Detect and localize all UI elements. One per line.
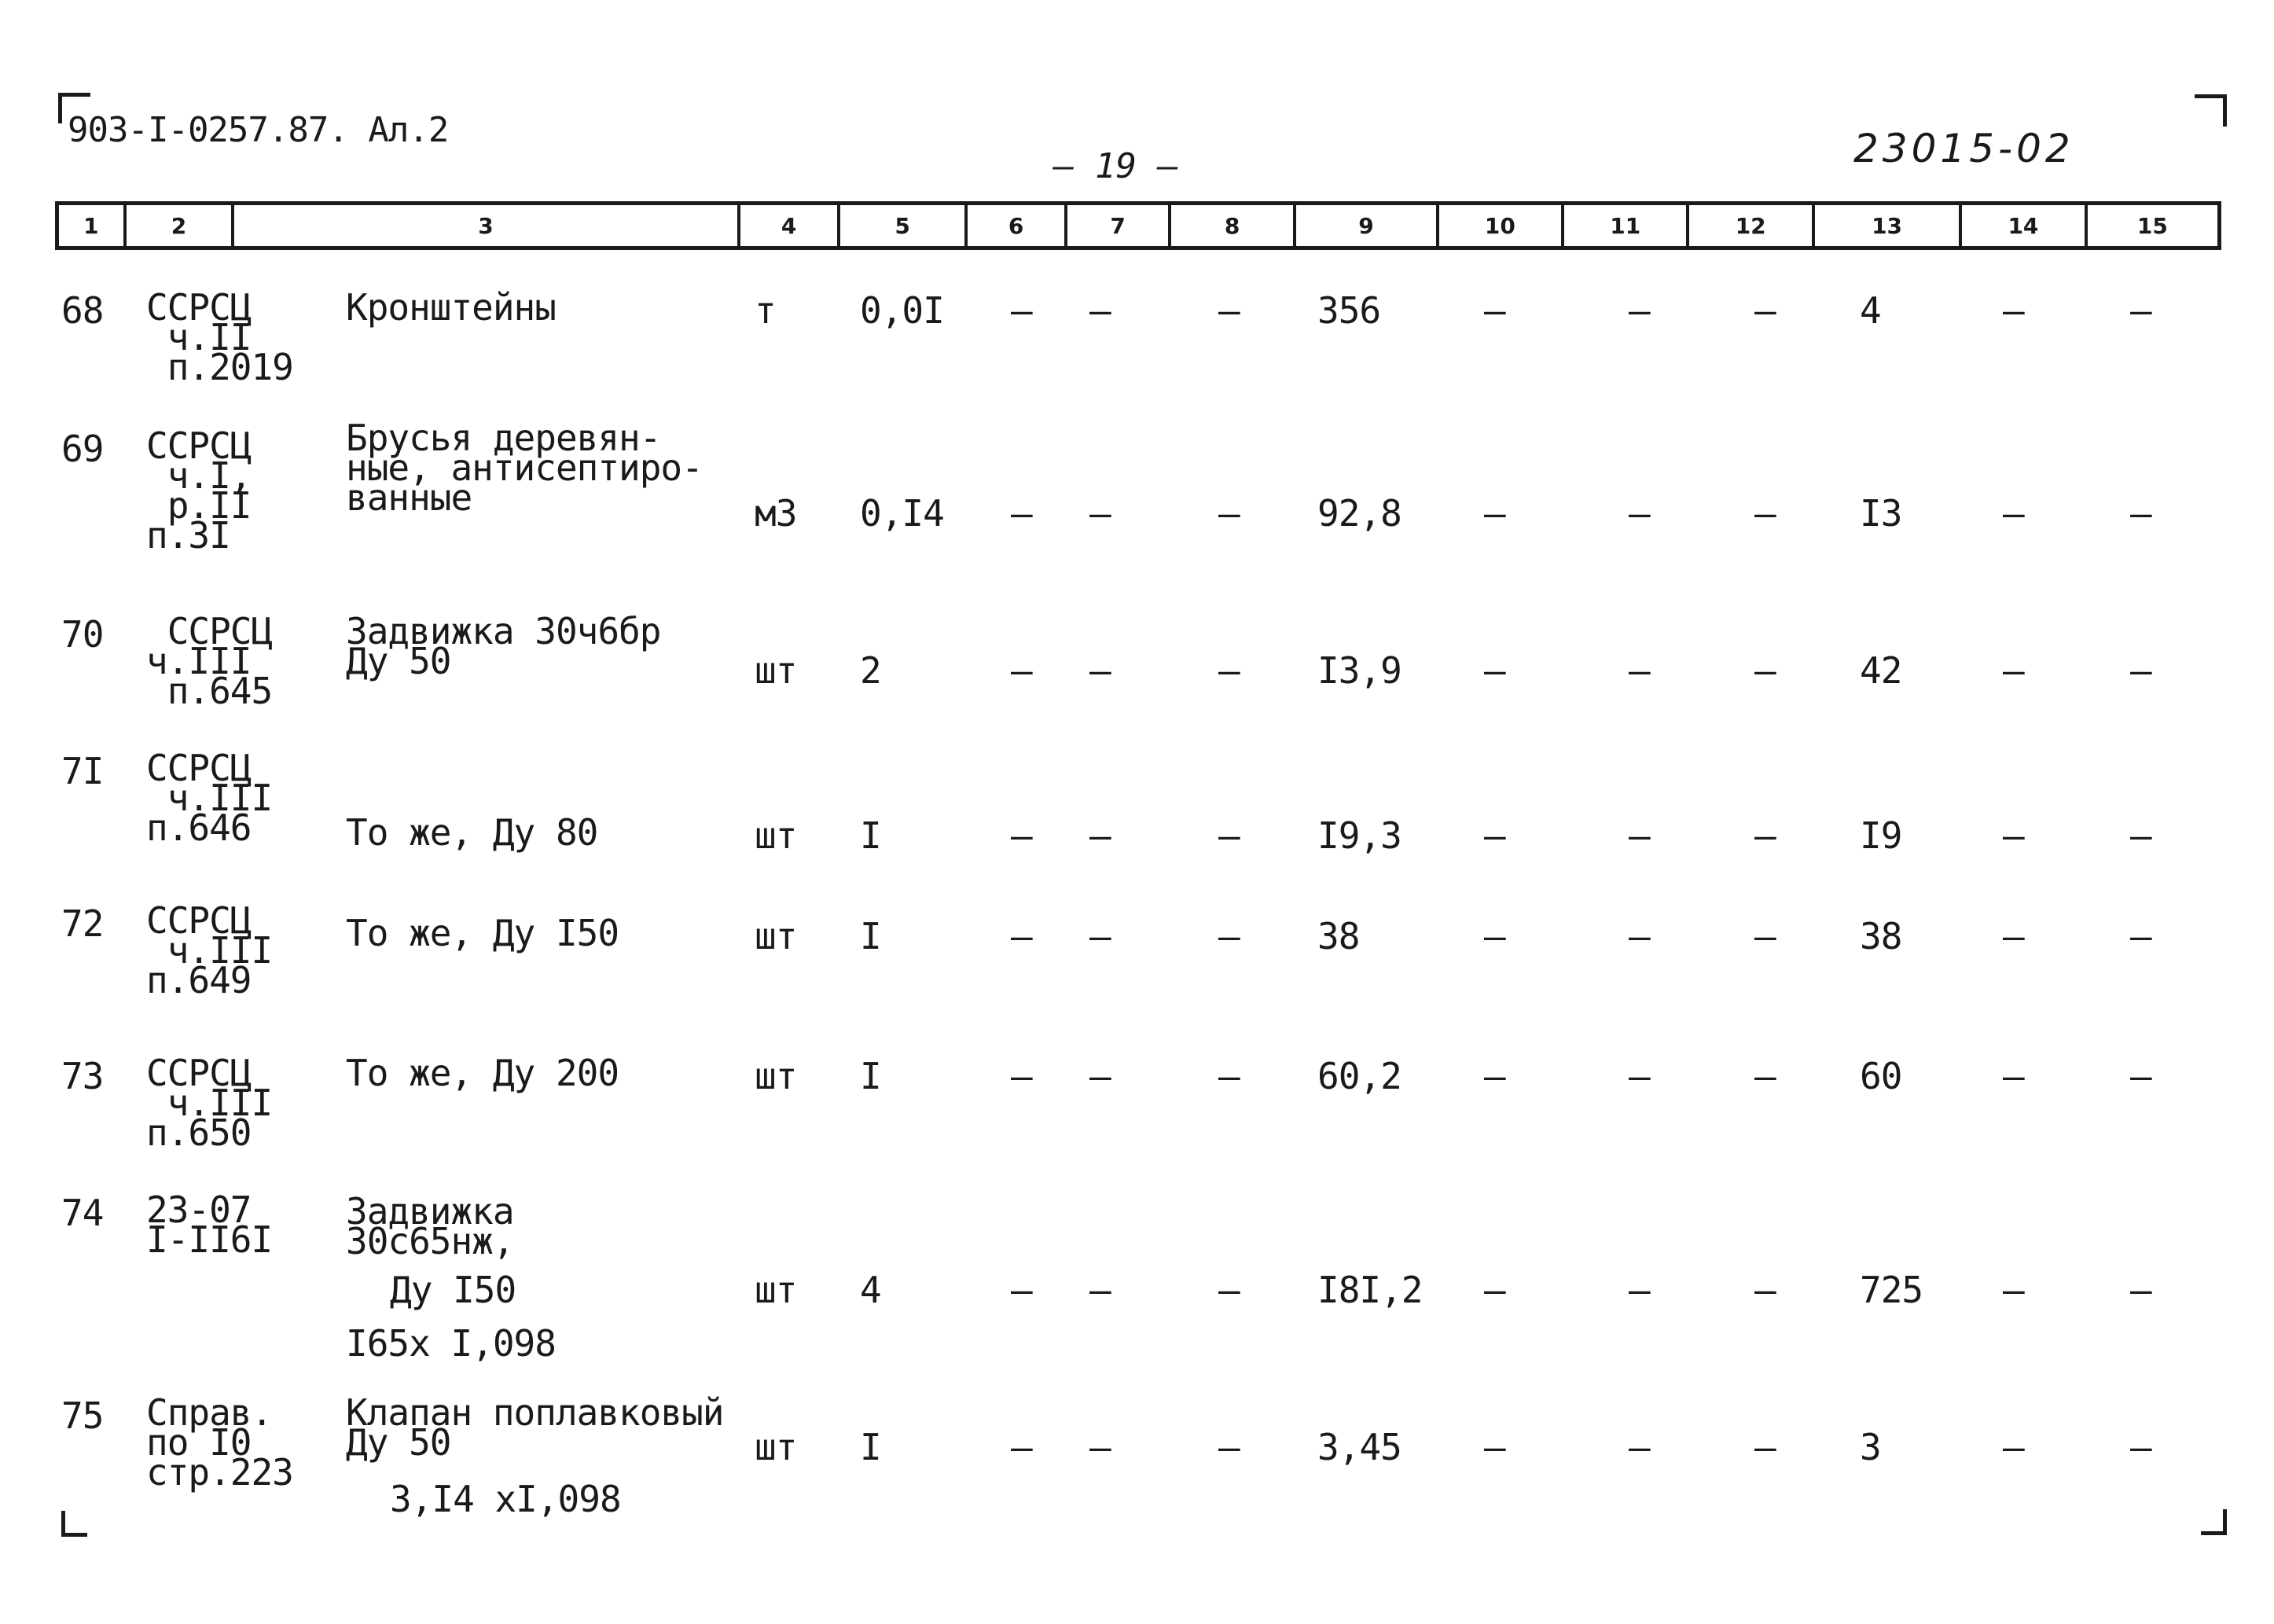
dash-cell: – <box>1754 649 1776 692</box>
dash-cell: – <box>1629 492 1651 535</box>
dash-cell: – <box>1754 814 1776 857</box>
quantity-cell: 4 <box>860 1269 881 1311</box>
column-header: 6 <box>968 205 1068 246</box>
column-header: 14 <box>1962 205 2087 246</box>
total-cell: 3 <box>1860 1426 1881 1468</box>
item-name: То же, Ду 80 <box>346 811 598 854</box>
dash-cell: – <box>1011 1055 1033 1097</box>
dash-cell: – <box>2130 492 2152 535</box>
source-reference: ССРСЦ ч.III п.645 <box>146 610 273 712</box>
source-reference: ССРСЦ ч.III п.650 <box>146 1052 273 1154</box>
dash-cell: – <box>2003 1269 2025 1311</box>
dash-cell: – <box>1218 814 1240 857</box>
dash-cell: – <box>1011 289 1033 332</box>
dash-cell: – <box>1089 1055 1111 1097</box>
source-reference: Справ. по I0 стр.223 <box>146 1391 293 1494</box>
dash-cell: – <box>1629 649 1651 692</box>
unit-cell: м3 <box>755 492 797 535</box>
dash-cell: – <box>1629 1055 1651 1097</box>
dash-cell: – <box>2130 1269 2152 1311</box>
dash-cell: – <box>1484 1055 1506 1097</box>
dash-cell: – <box>1011 649 1033 692</box>
dash-cell: – <box>2003 814 2025 857</box>
dash-cell: – <box>1629 814 1651 857</box>
dash-cell: – <box>1011 1426 1033 1468</box>
dash-cell: – <box>1011 814 1033 857</box>
column-header: 7 <box>1067 205 1171 246</box>
dash-cell: – <box>2130 814 2152 857</box>
dash-cell: – <box>1484 1269 1506 1311</box>
price-cell: I3,9 <box>1317 649 1402 692</box>
quantity-cell: 0,0I <box>860 289 944 332</box>
row-number: 7I <box>61 750 104 792</box>
dash-cell: – <box>1754 1055 1776 1097</box>
unit-cell: шт <box>755 915 797 957</box>
dash-cell: – <box>1754 289 1776 332</box>
dash-cell: – <box>1484 289 1506 332</box>
dash-cell: – <box>1218 1055 1240 1097</box>
dash-cell: – <box>1218 1426 1240 1468</box>
document-code: 903-I-0257.87. Ал.2 <box>68 110 449 150</box>
dash-cell: – <box>1754 1269 1776 1311</box>
column-header: 15 <box>2136 212 2168 239</box>
column-header: 5 <box>840 205 967 246</box>
total-cell: 42 <box>1860 649 1902 692</box>
dash-cell: – <box>1629 1269 1651 1311</box>
quantity-cell: 2 <box>860 649 881 692</box>
total-cell: 4 <box>1860 289 1881 332</box>
dash-cell: – <box>1218 289 1240 332</box>
corner-mark-bottom-left <box>61 1511 87 1537</box>
total-cell: 38 <box>1860 915 1902 957</box>
column-header: 8 <box>1171 205 1296 246</box>
dash-cell: – <box>1089 649 1111 692</box>
dash-cell: – <box>2003 492 2025 535</box>
dash-cell: – <box>1089 814 1111 857</box>
dash-cell: – <box>2003 289 2025 332</box>
item-name: Клапан поплавковый Ду 50 <box>346 1391 724 1464</box>
unit-cell: шт <box>755 649 797 692</box>
dash-cell: – <box>2003 915 2025 957</box>
dash-cell: – <box>1218 492 1240 535</box>
dash-cell: – <box>1484 1426 1506 1468</box>
source-reference: ССРСЦ ч.III п.649 <box>146 899 273 1001</box>
dash-cell: – <box>2003 1055 2025 1097</box>
total-cell: I9 <box>1860 814 1902 857</box>
dash-cell: – <box>2003 1426 2025 1468</box>
row-number: 73 <box>61 1055 104 1097</box>
dash-cell: – <box>1089 492 1111 535</box>
item-name: Задвижка 30с65нж, <box>346 1190 514 1262</box>
dash-cell: – <box>1011 492 1033 535</box>
dash-cell: – <box>2130 289 2152 332</box>
dash-cell: – <box>1484 492 1506 535</box>
dash-cell: – <box>1089 1269 1111 1311</box>
column-header: 9 <box>1296 205 1438 246</box>
corner-mark-top-right <box>2195 94 2227 127</box>
price-cell: 92,8 <box>1317 492 1402 535</box>
item-name: То же, Ду I50 <box>346 912 619 954</box>
column-header: 11 <box>1564 205 1689 246</box>
row-number: 69 <box>61 428 104 470</box>
row-number: 75 <box>61 1394 104 1437</box>
source-reference: 23-07 I-II6I <box>146 1189 273 1261</box>
dash-cell: – <box>2130 1055 2152 1097</box>
column-header: 3 <box>234 205 740 246</box>
dash-cell: – <box>1089 1426 1111 1468</box>
unit-cell: шт <box>755 1426 797 1468</box>
row-number: 74 <box>61 1192 104 1234</box>
unit-cell: шт <box>755 1269 797 1311</box>
quantity-cell: I <box>860 814 881 857</box>
column-header: 1 <box>59 205 127 246</box>
row-number: 72 <box>61 902 104 945</box>
total-cell: 725 <box>1860 1269 1923 1311</box>
dash-cell: – <box>2003 649 2025 692</box>
quantity-cell: I <box>860 915 881 957</box>
column-header: 2 <box>127 205 235 246</box>
item-name: Брусья деревян- ные, антисептиро- ванные <box>346 417 703 519</box>
dash-cell: – <box>2130 1426 2152 1468</box>
column-header: 4 <box>740 205 841 246</box>
item-calculation: 3,I4 хI,098 <box>390 1478 621 1520</box>
quantity-cell: 0,I4 <box>860 492 944 535</box>
dash-cell: – <box>1218 649 1240 692</box>
source-reference: ССРСЦ ч.II п.2019 <box>146 286 293 388</box>
dash-cell: – <box>1629 289 1651 332</box>
dash-cell: – <box>1011 915 1033 957</box>
total-cell: 60 <box>1860 1055 1902 1097</box>
dash-cell: – <box>1011 1269 1033 1311</box>
unit-cell: шт <box>755 1055 797 1097</box>
source-reference: ССРСЦ ч.I, р.II п.3I <box>146 424 252 557</box>
source-reference: ССРСЦ ч.III п.646 <box>146 747 273 849</box>
item-calculation: I65х I,098 <box>346 1322 556 1365</box>
price-cell: 3,45 <box>1317 1426 1402 1468</box>
dash-cell: – <box>1484 649 1506 692</box>
column-header: 13 <box>1815 205 1962 246</box>
quantity-cell: I <box>860 1055 881 1097</box>
item-name: То же, Ду 200 <box>346 1052 619 1094</box>
dash-cell: – <box>2130 649 2152 692</box>
item-name-line: Ду I50 <box>390 1269 516 1311</box>
dash-cell: – <box>1629 1426 1651 1468</box>
sheet-code: 23015-02 <box>1853 126 2074 171</box>
dash-cell: – <box>1629 915 1651 957</box>
item-name: Кронштейны <box>346 286 556 329</box>
corner-mark-bottom-right <box>2201 1509 2227 1535</box>
dash-cell: – <box>1218 1269 1240 1311</box>
total-cell: I3 <box>1860 492 1902 535</box>
dash-cell: – <box>1089 289 1111 332</box>
dash-cell: – <box>1089 915 1111 957</box>
price-cell: I9,3 <box>1317 814 1402 857</box>
item-name: Задвижка 30ч6бр Ду 50 <box>346 610 661 682</box>
row-number: 70 <box>61 613 104 656</box>
dash-cell: – <box>1754 1426 1776 1468</box>
dash-cell: – <box>1218 915 1240 957</box>
price-cell: 356 <box>1317 289 1381 332</box>
column-header-row <box>55 201 2221 250</box>
unit-cell: шт <box>755 814 797 857</box>
dash-cell: – <box>1484 915 1506 957</box>
column-header: 12 <box>1689 205 1814 246</box>
unit-cell: т <box>755 289 776 332</box>
row-number: 68 <box>61 289 104 332</box>
quantity-cell: I <box>860 1426 881 1468</box>
price-cell: I8I,2 <box>1317 1269 1423 1311</box>
price-cell: 60,2 <box>1317 1055 1402 1097</box>
dash-cell: – <box>1754 915 1776 957</box>
dash-cell: – <box>2130 915 2152 957</box>
dash-cell: – <box>1754 492 1776 535</box>
column-header: 10 <box>1439 205 1564 246</box>
dash-cell: – <box>1484 814 1506 857</box>
page-number: — 19 — <box>1053 146 1178 186</box>
price-cell: 38 <box>1317 915 1360 957</box>
